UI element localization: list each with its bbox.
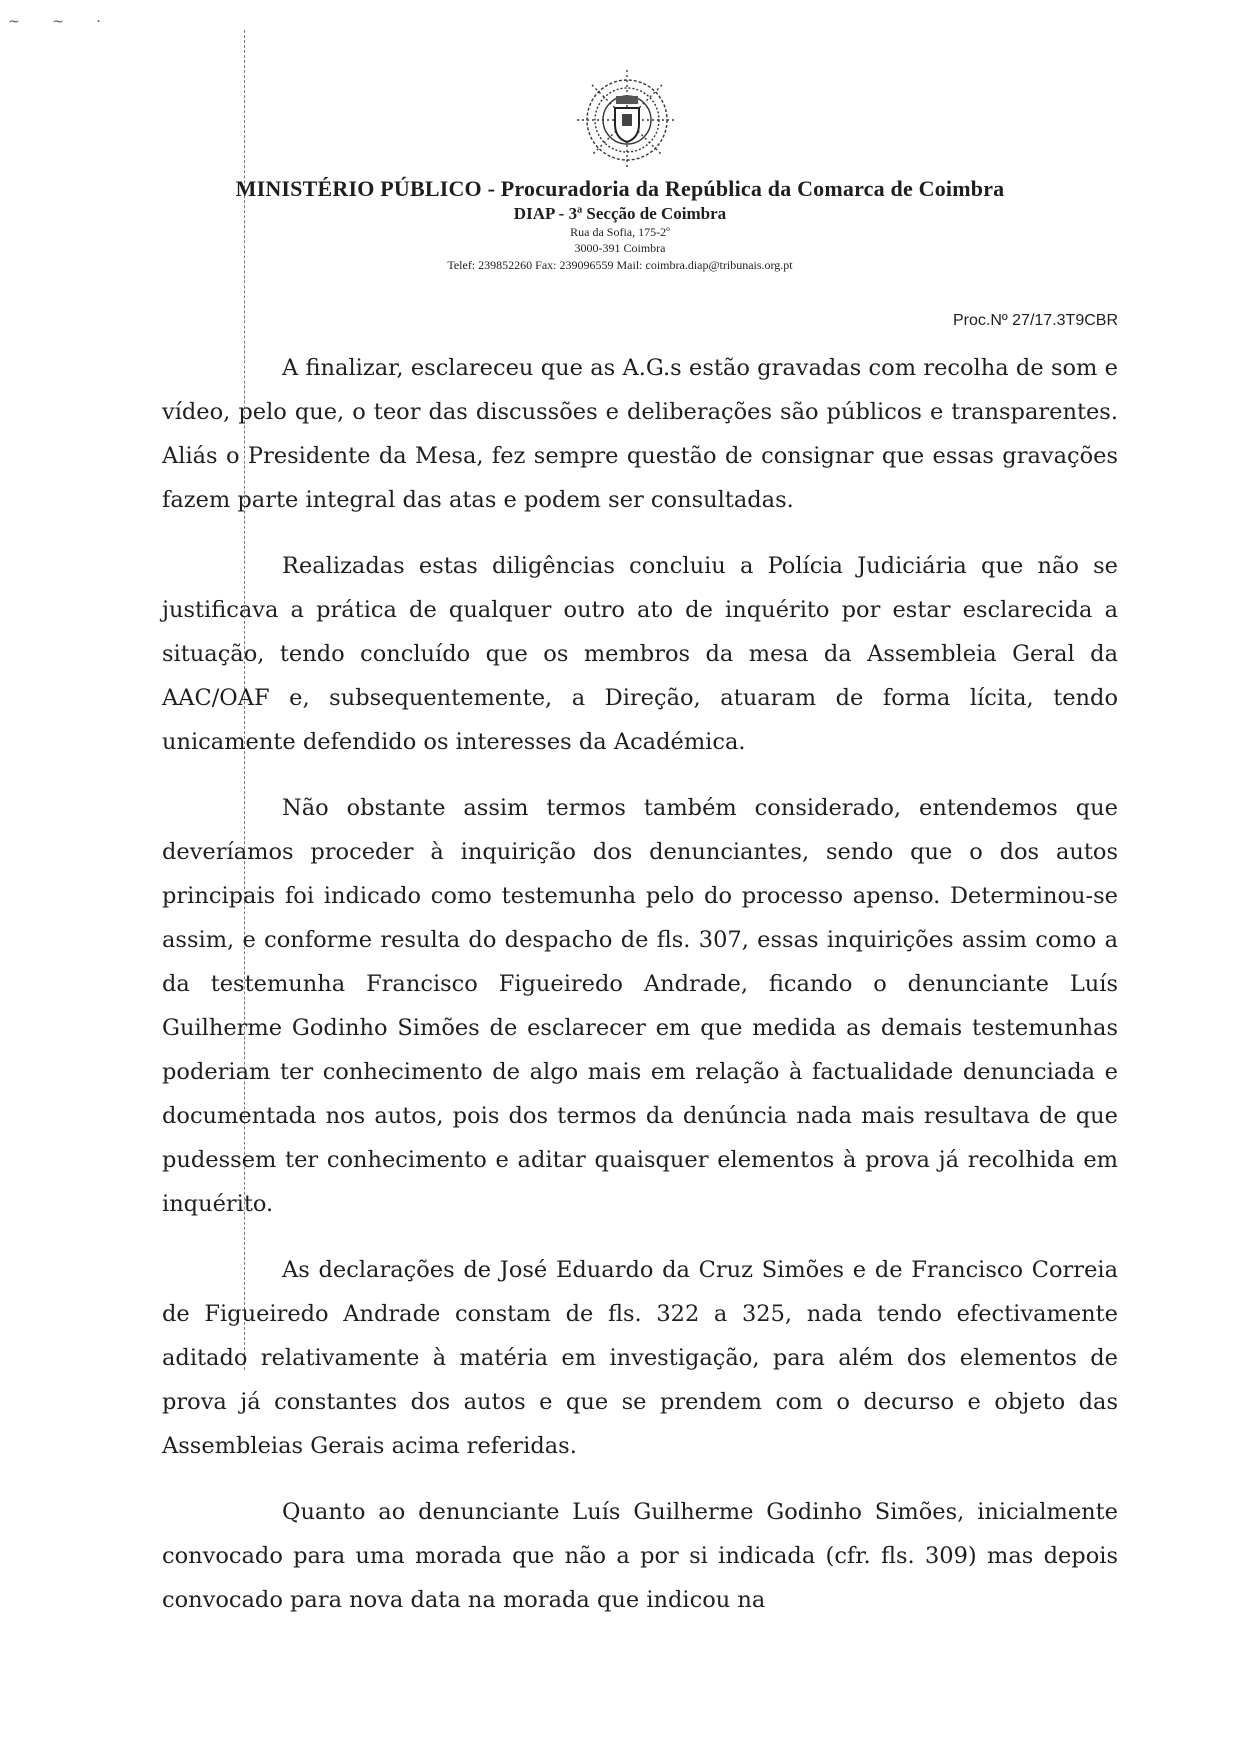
- paragraph: As declarações de José Eduardo da Cruz Simões e de Francisco Correia de Figueiredo Andrade constam de fls. 322 a 325, nada tendo efectivamente aditado relativamente à matéria em investigação, para além dos elementos de prova já constantes dos autos e que se prendem com o decurso e objeto das Assembleias Gerais acima referidas.: [162, 1257, 1118, 1459]
- letterhead-subtitle: DIAP - 3ª Secção de Coimbra: [513, 204, 727, 223]
- address-line-1: Rua da Sofia, 175-2º: [570, 225, 670, 239]
- process-number: Proc.Nº 27/17.3T9CBR: [952, 312, 1118, 329]
- paragraph: A finalizar, esclareceu que as A.G.s estão gravadas com recolha de som e vídeo, pelo que, o teor das discussões e deliberações são públicos e transparentes. Aliás o Presidente da Mesa, fez sempre questão de consignar que essas gravações fazem parte integral das atas e podem ser consultadas.: [162, 355, 1118, 513]
- scan-artifact: ~ ~ ·: [8, 14, 115, 30]
- document-body: [162, 346, 1118, 1644]
- paragraph: Quanto ao denunciante Luís Guilherme Godinho Simões, inicialmente convocado para uma morada que não a por si indicada (cfr. fls. 309) mas depois convocado para nova data na morada que indicou na: [162, 1499, 1118, 1613]
- coat-of-arms-emblem: [572, 64, 682, 172]
- address-line-2: 3000-391 Coimbra: [574, 241, 666, 255]
- paragraph: Não obstante assim termos também considerado, entendemos que deveríamos proceder à inquirição dos denunciantes, sendo que o dos autos principais foi indicado como testemunha pelo do processo apenso. Determinou-se assim, e conforme resulta do despacho de fls. 307, essas inquirições assim como a da testemunha Francisco Figueiredo Andrade, ficando o denunciante Luís Guilherme Godinho Simões de esclarecer em que medida as demais testemunhas poderiam ter conhecimento de algo mais em relação à factualidade denunciada e documentada nos autos, pois dos termos da denúncia nada mais resultava de que pudessem ter conhecimento e aditar quaisquer elementos à prova já recolhida em inquérito.: [162, 795, 1118, 1217]
- letterhead: [0, 176, 1240, 273]
- paragraph: Realizadas estas diligências concluiu a Polícia Judiciária que não se justificava a prática de qualquer outro ato de inquérito por estar esclarecida a situação, tendo concluído que os membros da mesa da Assembleia Geral da AAC/OAF e, subsequentemente, a Direção, atuaram de forma lícita, tendo unicamente defendido os interesses da Académica.: [162, 553, 1118, 755]
- contact-line: Telef: 239852260 Fax: 239096559 Mail: coimbra.diap@tribunais.org.pt: [447, 258, 793, 272]
- letterhead-title: MINISTÉRIO PÚBLICO - Procuradoria da República da Comarca de Coimbra: [235, 176, 1005, 201]
